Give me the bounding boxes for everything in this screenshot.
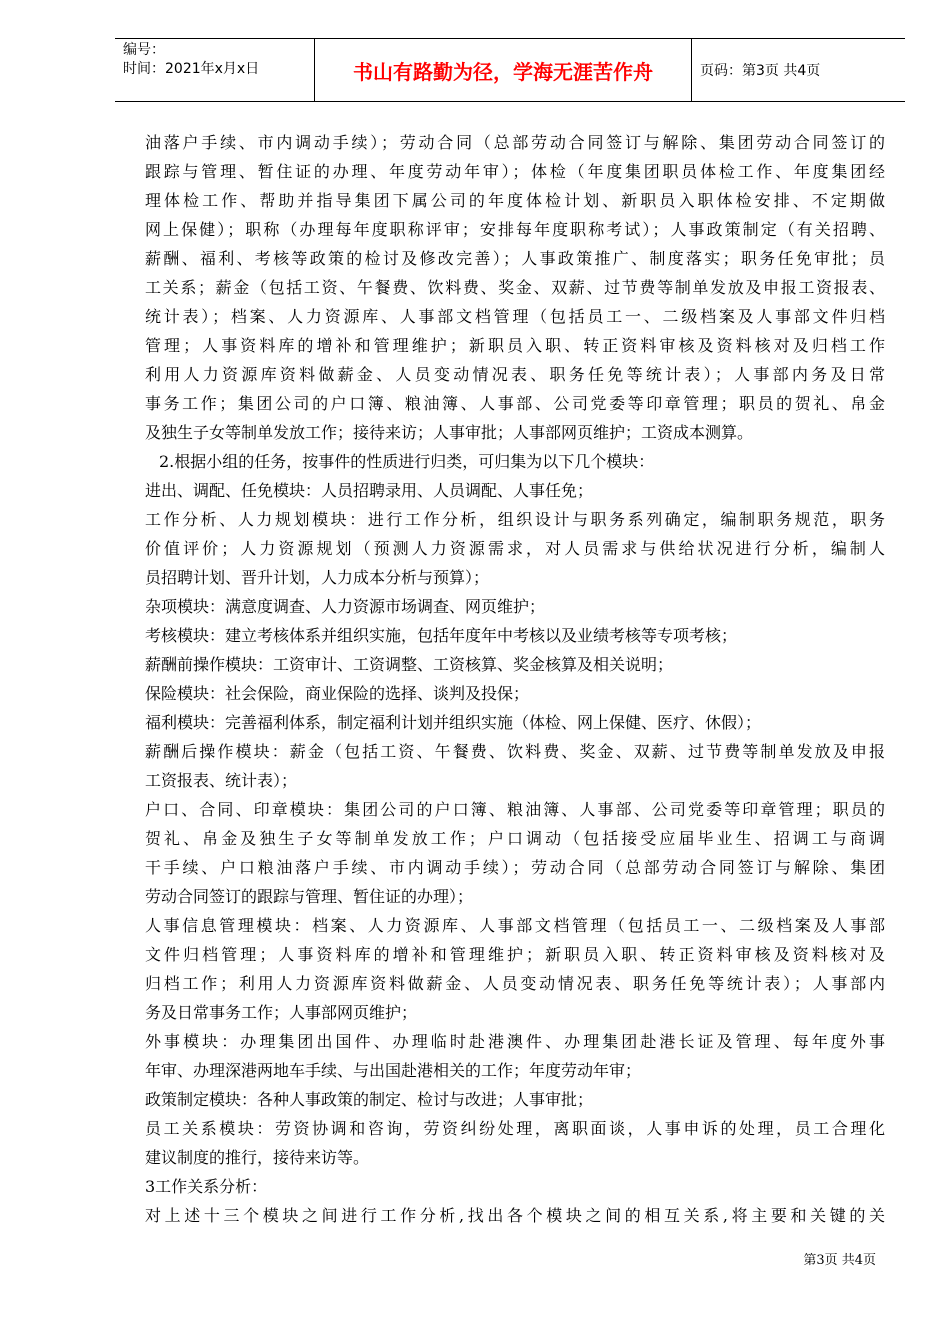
- text-line: 劳动合同签订的跟踪与管理、暂住证的办理）；: [145, 887, 474, 906]
- text-line: 利用人力资源库资料做薪金、人员变动情况表、职务任免等统计表）；人事部内务及日常: [145, 365, 885, 384]
- text-line: 网上保健）；职称（办理每年度职称评审；安排每年度职称考试）；人事政策制定（有关招聘、: [145, 220, 885, 239]
- text-line: 政策制定模块：各种人事政策的制定、检讨与改进；人事审批；: [145, 1090, 594, 1109]
- section-heading: 2.根据小组的任务，按事件的性质进行归类，可归集为以下几个模块：: [159, 452, 655, 471]
- text-line: 管理；人事资料库的增补和管理维护；新职员入职、转正资料审核及资料核对及归档工作: [145, 336, 885, 355]
- motto: 书山有路勤为径，学海无涯苦作舟: [315, 39, 692, 101]
- text-line: 户口、合同、印章模块：集团公司的户口簿、粮油簿、人事部、公司党委等印章管理；职员的: [145, 800, 885, 819]
- page-header: [115, 38, 905, 102]
- text-line: 及独生子女等制单发放工作；接待来访；人事审批；人事部网页维护；工资成本测算。: [145, 423, 754, 442]
- text-line: 杂项模块：满意度调查、人力资源市场调查、网页维护；: [145, 597, 546, 616]
- header-meta: [115, 39, 315, 101]
- time-label: 时间：2021年x月x日: [123, 61, 260, 77]
- text-line: 理体检工作、帮助并指导集团下属公司的年度体检计划、新职员入职体检安排、不定期做: [145, 191, 885, 210]
- text-line: 薪酬、福利、考核等政策的检讨及修改完善）；人事政策推广、制度落实；职务任免审批；员: [145, 249, 885, 268]
- text-line: 员工关系模块：劳资协调和咨询，劳资纠纷处理，离职面谈，人事申诉的处理，员工合理化: [145, 1119, 885, 1138]
- text-line: 干手续、户口粮油落户手续、市内调动手续）；劳动合同（总部劳动合同签订与解除、集团: [145, 858, 885, 877]
- page-footer: 第3页 共4页: [803, 1253, 876, 1268]
- number-label: 编号：: [123, 42, 165, 58]
- text-line: 福利模块：完善福利体系，制定福利计划并组织实施（体检、网上保健、医疗、休假）；: [145, 713, 762, 732]
- text-line: 跟踪与管理、暂住证的办理、年度劳动年审）；体检（年度集团职员体检工作、年度集团经: [145, 162, 885, 181]
- text-line: 外事模块：办理集团出国件、办理临时赴港澳件、办理集团赴港长证及管理、每年度外事: [145, 1032, 885, 1051]
- text-line: 归档工作；利用人力资源库资料做薪金、人员变动情况表、职务任免等统计表）；人事部内: [145, 974, 885, 993]
- text-line: 人事信息管理模块：档案、人力资源库、人事部文档管理（包括员工一、二级档案及人事部: [145, 916, 885, 935]
- text-line: 事务工作；集团公司的户口簿、粮油簿、人事部、公司党委等印章管理；职员的贺礼、帛金: [145, 394, 885, 413]
- text-line: 贺礼、帛金及独生子女等制单发放工作；户口调动（包括接受应届毕业生、招调工与商调: [145, 829, 885, 848]
- text-line: 文件归档管理；人事资料库的增补和管理维护；新职员入职、转正资料审核及资料核对及: [145, 945, 885, 964]
- text-line: 员招聘计划、晋升计划，人力成本分析与预算）；: [145, 568, 490, 587]
- text-line: 薪酬前操作模块：工资审计、工资调整、工资核算、奖金核算及相关说明；: [145, 655, 674, 674]
- text-line: 进出、调配、任免模块：人员招聘录用、人员调配、人事任免；: [145, 481, 594, 500]
- text-line: 建议制度的推行，接待来访等。: [145, 1148, 370, 1167]
- text-line: 油落户手续、市内调动手续）；劳动合同（总部劳动合同签订与解除、集团劳动合同签订的: [145, 133, 885, 152]
- text-line: 工关系；薪金（包括工资、午餐费、饮料费、奖金、双薪、过节费等制单发放及申报工资报表、: [145, 278, 885, 297]
- text-line: 务及日常事务工作；人事部网页维护；: [145, 1003, 418, 1022]
- text-line: 工作分析、人力规划模块：进行工作分析，组织设计与职务系列确定，编制职务规范，职务: [145, 510, 885, 529]
- text-line: 考核模块：建立考核体系并组织实施，包括年度年中考核以及业绩考核等专项考核；: [145, 626, 738, 645]
- text-line: 统计表）；档案、人力资源库、人事部文档管理（包括员工一、二级档案及人事部文件归档: [145, 307, 885, 326]
- text-line: 保险模块：社会保险，商业保险的选择、谈判及投保；: [145, 684, 530, 703]
- text-line: 年审、办理深港两地车手续、与出国赴港相关的工作；年度劳动年审；: [145, 1061, 642, 1080]
- document-body: [145, 128, 885, 1230]
- text-line: 工资报表、统计表）；: [145, 771, 298, 790]
- page-number-label: 页码：第3页 共4页: [700, 63, 821, 79]
- text-line: 对上述十三个模块之间进行工作分析,找出各个模块之间的相互关系,将主要和关键的关: [145, 1206, 885, 1225]
- text-line: 薪酬后操作模块：薪金（包括工资、午餐费、饮料费、奖金、双薪、过节费等制单发放及申报: [145, 742, 885, 761]
- text-line: 价值评价；人力资源规划（预测人力资源需求，对人员需求与供给状况进行分析，编制人: [145, 539, 885, 558]
- section-heading: 3工作关系分析：: [145, 1177, 268, 1196]
